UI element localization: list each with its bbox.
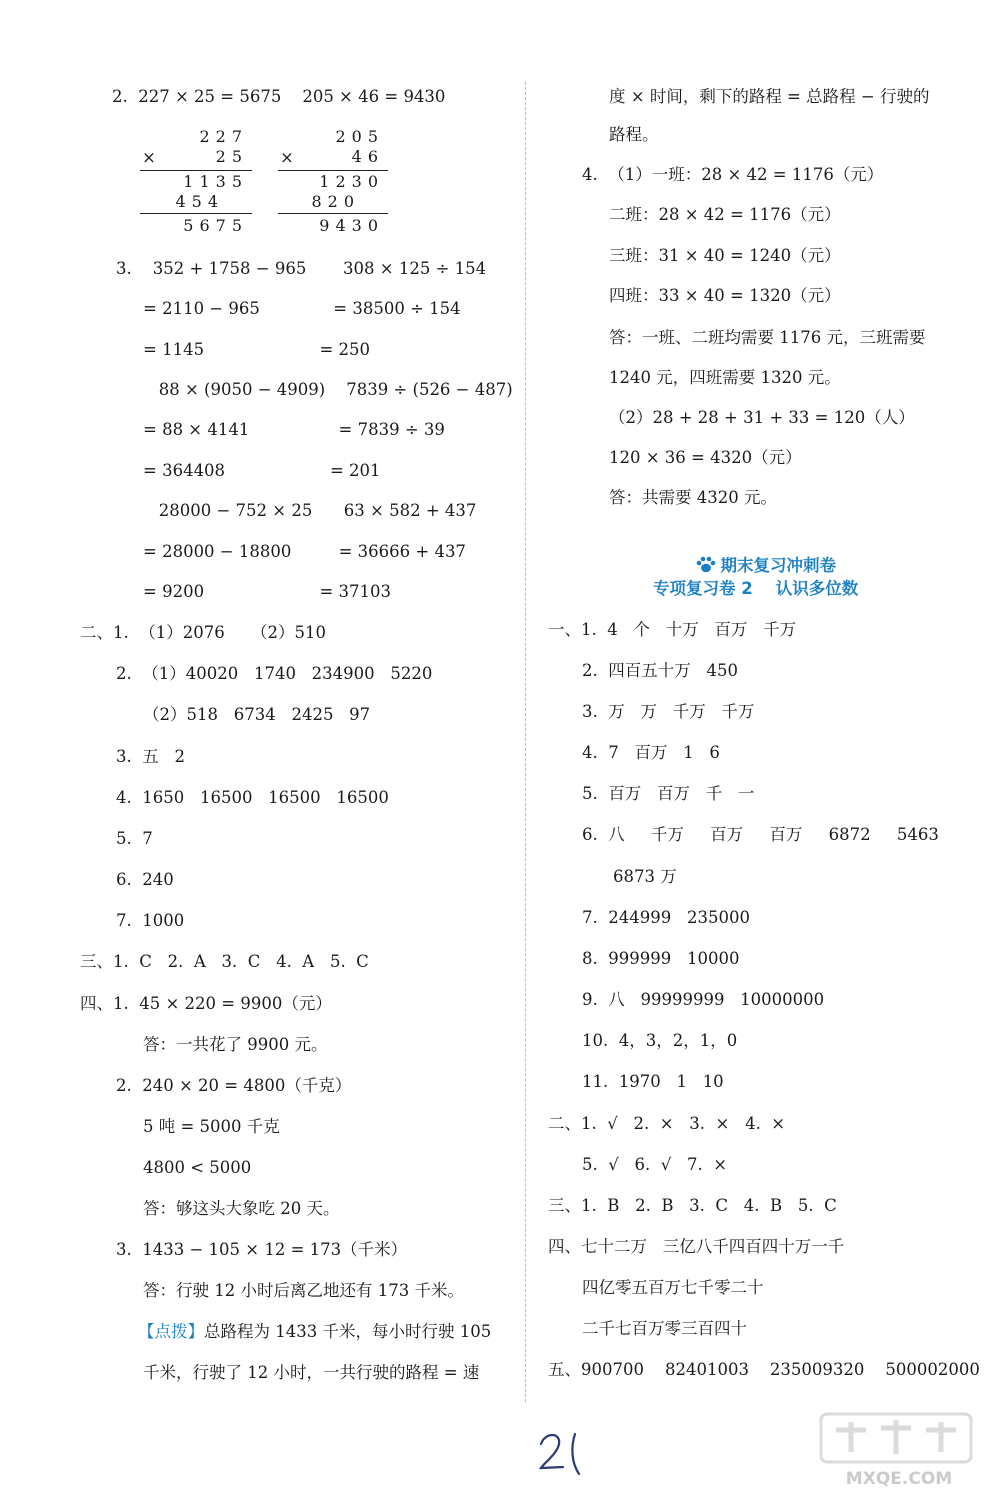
q4-line-5: 答：一班、二班均需要 1176 元，三班需要 bbox=[609, 328, 926, 347]
p3-line-9: = 9200 = 37103 bbox=[143, 582, 392, 601]
r-part1-line-12: 11. 1970 1 10 bbox=[582, 1072, 724, 1091]
q4-line-7: （2）28 + 28 + 31 + 33 = 120（人） bbox=[609, 408, 915, 427]
tip-line-1: 【点拨】总路程为 1433 千米，每小时行驶 105 bbox=[138, 1322, 492, 1341]
part2-line-4: 3. 五 2 bbox=[116, 747, 185, 766]
r-part1-line-8: 7. 244999 235000 bbox=[582, 908, 750, 927]
r-part1-line-3: 3. 万 万 千万 千万 bbox=[582, 702, 755, 721]
part2-line-2: 2. （1）40020 1740 234900 5220 bbox=[116, 664, 433, 683]
p3-line-4: 88 × (9050 − 4909) 7839 ÷ (526 − 487) bbox=[143, 380, 513, 399]
q4-line-8: 120 × 36 = 4320（元） bbox=[609, 448, 802, 467]
part4-line-2: 答：一共花了 9900 元。 bbox=[143, 1035, 328, 1054]
part4-line-6: 答：够这头大象吃 20 天。 bbox=[143, 1199, 340, 1218]
part2-line-3: （2）518 6734 2425 97 bbox=[143, 705, 371, 724]
r-part1-line-7: 6873 万 bbox=[613, 867, 677, 886]
q4-line-4: 四班：33 × 40 = 1320（元） bbox=[609, 286, 841, 305]
section-title: 期末复习冲刺卷 bbox=[683, 533, 836, 577]
r-part4-line-3: 二千七百万零三百四十 bbox=[582, 1319, 747, 1338]
part2-line-8: 7. 1000 bbox=[116, 911, 185, 930]
part3-line: 三、1. C 2. A 3. C 4. A 5. C bbox=[80, 952, 369, 971]
continuation-line-2: 路程。 bbox=[609, 125, 659, 144]
part4-line-7: 3. 1433 − 105 × 12 = 173（千米） bbox=[116, 1240, 408, 1259]
continuation-line-1: 度 × 时间，剩下的路程 = 总路程 − 行驶的 bbox=[609, 87, 930, 106]
r-part2-line-2: 5. √ 6. √ 7. × bbox=[582, 1155, 728, 1174]
q4-line-3: 三班：31 × 40 = 1240（元） bbox=[609, 246, 841, 265]
part2-line-6: 5. 7 bbox=[116, 829, 153, 848]
q4-line-1: 4. （1）一班：28 × 42 = 1176（元） bbox=[582, 165, 884, 184]
tip-line-2: 千米，行驶了 12 小时，一共行驶的路程 = 速 bbox=[143, 1363, 480, 1382]
p3-line-1: 3. 352 + 1758 − 965 308 × 125 ÷ 154 bbox=[116, 259, 487, 278]
r-part1-line-10: 9. 八 99999999 10000000 bbox=[582, 990, 825, 1009]
svg-text:MXQE.COM: MXQE.COM bbox=[845, 1469, 953, 1489]
r-part2-line-1: 二、1. √ 2. × 3. × 4. × bbox=[548, 1114, 786, 1133]
r-part1-line-6: 6. 八 千万 百万 百万 6872 5463 bbox=[582, 825, 939, 844]
q4-line-9: 答：共需要 4320 元。 bbox=[609, 488, 777, 507]
part4-line-4: 5 吨 = 5000 千克 bbox=[143, 1117, 280, 1136]
r-part1-line-2: 2. 四百五十万 450 bbox=[582, 661, 738, 680]
part4-line-3: 2. 240 × 20 = 4800（千克） bbox=[116, 1076, 352, 1095]
part2-line-5: 4. 1650 16500 16500 16500 bbox=[116, 788, 389, 807]
r-part4-line-2: 四亿零五百万七千零二十 bbox=[582, 1278, 764, 1297]
part4-line-8: 答：行驶 12 小时后离乙地还有 173 千米。 bbox=[143, 1281, 464, 1300]
column-divider bbox=[525, 82, 526, 1402]
r-part5-line: 五、900700 82401003 235009320 500002000 bbox=[548, 1360, 980, 1379]
r-part3-line: 三、1. B 2. B 3. C 4. B 5. C bbox=[548, 1196, 837, 1215]
p3-line-5: = 88 × 4141 = 7839 ÷ 39 bbox=[143, 420, 445, 439]
p3-line-6: = 364408 = 201 bbox=[143, 461, 381, 480]
problem-2-header: 2. 227 × 25 = 5675 205 × 46 = 9430 bbox=[112, 87, 446, 106]
q4-line-2: 二班：28 × 42 = 1176（元） bbox=[609, 205, 841, 224]
watermark-logo bbox=[811, 1410, 986, 1490]
sub-title: 专项复习卷 2 认识多位数 bbox=[653, 579, 859, 598]
r-part1-line-11: 10. 4，3，2，1，0 bbox=[582, 1031, 738, 1050]
r-part1-line-4: 4. 7 百万 1 6 bbox=[582, 743, 720, 762]
part2-line-1: 二、1. （1）2076 （2）510 bbox=[80, 623, 326, 642]
r-part1-line-9: 8. 999999 10000 bbox=[582, 949, 740, 968]
part4-line-5: 4800 < 5000 bbox=[143, 1158, 252, 1177]
paw-icon bbox=[695, 556, 717, 574]
part4-line-1: 四、1. 45 × 220 = 9900（元） bbox=[80, 994, 332, 1013]
p3-line-7: 28000 − 752 × 25 63 × 582 + 437 bbox=[143, 501, 477, 520]
r-part1-line-1: 一、1. 4 个 十万 百万 千万 bbox=[548, 620, 797, 639]
p3-line-8: = 28000 − 18800 = 36666 + 437 bbox=[143, 542, 466, 561]
part2-line-7: 6. 240 bbox=[116, 870, 174, 889]
p3-line-2: = 2110 − 965 = 38500 ÷ 154 bbox=[143, 299, 461, 318]
handwritten-page-number bbox=[535, 1422, 595, 1482]
tip-label: 【点拨】 bbox=[138, 1322, 204, 1341]
p3-line-3: = 1145 = 250 bbox=[143, 340, 371, 359]
q4-line-6: 1240 元，四班需要 1320 元。 bbox=[609, 368, 841, 387]
r-part1-line-5: 5. 百万 百万 千 一 bbox=[582, 784, 755, 803]
r-part4-line-1: 四、七十二万 三亿八千四百四十万一千 bbox=[548, 1237, 845, 1256]
